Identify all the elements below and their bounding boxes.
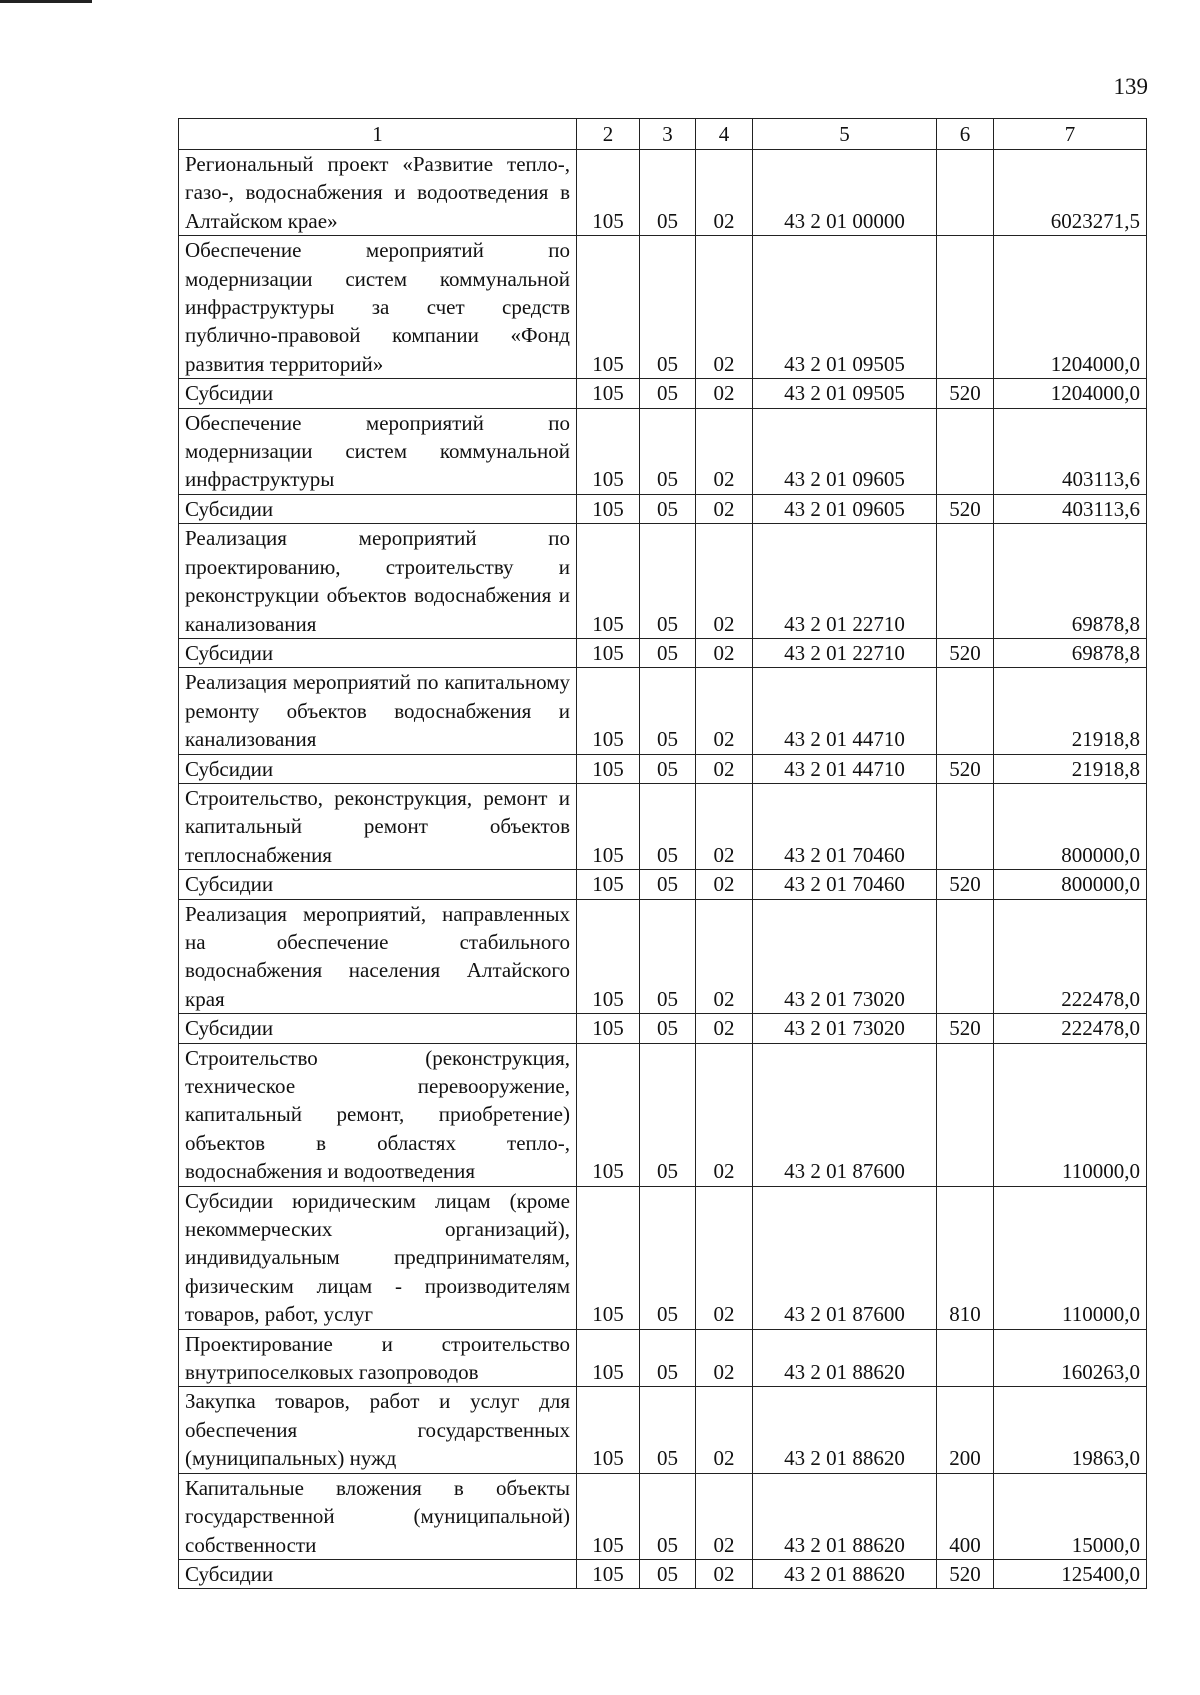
target-article-cell: 43 2 01 00000 [753, 150, 937, 236]
amount-cell: 403113,6 [994, 408, 1147, 494]
admin-code-cell: 105 [577, 1473, 640, 1559]
expense-type-cell [937, 524, 994, 639]
table-row [179, 408, 1147, 494]
amount-cell: 15000,0 [994, 1473, 1147, 1559]
table-row [179, 754, 1147, 783]
amount-cell: 160263,0 [994, 1329, 1147, 1387]
subsection-code-cell: 02 [696, 870, 753, 899]
target-article-cell: 43 2 01 70460 [753, 870, 937, 899]
admin-code-cell: 105 [577, 1043, 640, 1186]
section-code-cell: 05 [640, 1014, 696, 1043]
item-name-cell: Субсидии [179, 494, 577, 523]
subsection-code-cell: 02 [696, 379, 753, 408]
subsection-code-cell: 02 [696, 1473, 753, 1559]
subsection-code-cell: 02 [696, 899, 753, 1014]
expense-type-cell [937, 668, 994, 754]
amount-cell: 222478,0 [994, 899, 1147, 1014]
amount-cell: 1204000,0 [994, 379, 1147, 408]
subsection-code-cell: 02 [696, 408, 753, 494]
subsection-code-cell: 02 [696, 524, 753, 639]
admin-code-cell: 105 [577, 494, 640, 523]
admin-code-cell: 105 [577, 524, 640, 639]
target-article-cell: 43 2 01 70460 [753, 783, 937, 869]
table-row [179, 668, 1147, 754]
admin-code-cell: 105 [577, 1559, 640, 1588]
section-code-cell: 05 [640, 754, 696, 783]
section-code-cell: 05 [640, 1043, 696, 1186]
admin-code-cell: 105 [577, 870, 640, 899]
subsection-code-cell: 02 [696, 668, 753, 754]
table-row [179, 236, 1147, 379]
expense-type-cell: 520 [937, 1559, 994, 1588]
section-code-cell: 05 [640, 783, 696, 869]
table-row [179, 150, 1147, 236]
target-article-cell: 43 2 01 09605 [753, 494, 937, 523]
item-name-cell: Региональный проект «Развитие тепло-, газо-, водоснабжения и водоотведения в Алтайском крае» [179, 150, 577, 236]
target-article-cell: 43 2 01 09605 [753, 408, 937, 494]
amount-cell: 21918,8 [994, 668, 1147, 754]
section-code-cell: 05 [640, 668, 696, 754]
item-name-cell: Субсидии [179, 1014, 577, 1043]
page-number: 139 [1113, 74, 1148, 99]
expense-type-cell: 520 [937, 379, 994, 408]
header-row [179, 119, 1147, 150]
admin-code-cell: 105 [577, 668, 640, 754]
expense-type-cell [937, 236, 994, 379]
budget-table [178, 118, 1147, 1589]
target-article-cell: 43 2 01 22710 [753, 524, 937, 639]
expense-type-cell: 400 [937, 1473, 994, 1559]
expense-type-cell: 520 [937, 1014, 994, 1043]
section-code-cell: 05 [640, 379, 696, 408]
subsection-code-cell: 02 [696, 1043, 753, 1186]
amount-cell: 403113,6 [994, 494, 1147, 523]
item-name-cell: Субсидии [179, 1559, 577, 1588]
section-code-cell: 05 [640, 524, 696, 639]
column-header: 2 [577, 119, 640, 150]
admin-code-cell: 105 [577, 638, 640, 667]
section-code-cell: 05 [640, 494, 696, 523]
admin-code-cell: 105 [577, 1329, 640, 1387]
section-code-cell: 05 [640, 899, 696, 1014]
target-article-cell: 43 2 01 09505 [753, 379, 937, 408]
section-code-cell: 05 [640, 408, 696, 494]
section-code-cell: 05 [640, 1329, 696, 1387]
expense-type-cell [937, 783, 994, 869]
item-name-cell: Субсидии юридическим лицам (кроме некоммерческих организаций), индивидуальным предпринимателям, физическим лицам - производителям товаров, работ, услуг [179, 1186, 577, 1329]
table-row [179, 494, 1147, 523]
subsection-code-cell: 02 [696, 638, 753, 667]
table-row [179, 638, 1147, 667]
column-header: 5 [753, 119, 937, 150]
table-row [179, 1559, 1147, 1588]
item-name-cell: Реализация мероприятий по капитальному ремонту объектов водоснабжения и канализования [179, 668, 577, 754]
subsection-code-cell: 02 [696, 1014, 753, 1043]
target-article-cell: 43 2 01 87600 [753, 1043, 937, 1186]
section-code-cell: 05 [640, 638, 696, 667]
expense-type-cell: 520 [937, 870, 994, 899]
item-name-cell: Субсидии [179, 638, 577, 667]
admin-code-cell: 105 [577, 899, 640, 1014]
table-row [179, 1014, 1147, 1043]
amount-cell: 21918,8 [994, 754, 1147, 783]
item-name-cell: Закупка товаров, работ и услуг для обеспечения государственных (муниципальных) нужд [179, 1387, 577, 1473]
amount-cell: 6023271,5 [994, 150, 1147, 236]
subsection-code-cell: 02 [696, 783, 753, 869]
table-row [179, 1043, 1147, 1186]
admin-code-cell: 105 [577, 1014, 640, 1043]
table-row [179, 783, 1147, 869]
amount-cell: 69878,8 [994, 638, 1147, 667]
column-header: 4 [696, 119, 753, 150]
subsection-code-cell: 02 [696, 150, 753, 236]
section-code-cell: 05 [640, 1473, 696, 1559]
expense-type-cell [937, 1043, 994, 1186]
column-header: 1 [179, 119, 577, 150]
section-code-cell: 05 [640, 150, 696, 236]
expense-type-cell: 520 [937, 638, 994, 667]
column-header: 7 [994, 119, 1147, 150]
column-header: 3 [640, 119, 696, 150]
expense-type-cell [937, 150, 994, 236]
expense-type-cell [937, 1329, 994, 1387]
item-name-cell: Субсидии [179, 754, 577, 783]
expense-type-cell: 520 [937, 754, 994, 783]
table-row [179, 379, 1147, 408]
target-article-cell: 43 2 01 88620 [753, 1387, 937, 1473]
target-article-cell: 43 2 01 73020 [753, 899, 937, 1014]
table-row [179, 1186, 1147, 1329]
target-article-cell: 43 2 01 73020 [753, 1014, 937, 1043]
table-row [179, 870, 1147, 899]
target-article-cell: 43 2 01 88620 [753, 1473, 937, 1559]
target-article-cell: 43 2 01 87600 [753, 1186, 937, 1329]
amount-cell: 69878,8 [994, 524, 1147, 639]
admin-code-cell: 105 [577, 1186, 640, 1329]
subsection-code-cell: 02 [696, 1329, 753, 1387]
item-name-cell: Капитальные вложения в объекты государственной (муниципальной) собственности [179, 1473, 577, 1559]
item-name-cell: Проектирование и строительство внутрипоселковых газопроводов [179, 1329, 577, 1387]
admin-code-cell: 105 [577, 1387, 640, 1473]
top-rule [0, 0, 92, 3]
admin-code-cell: 105 [577, 379, 640, 408]
section-code-cell: 05 [640, 1387, 696, 1473]
item-name-cell: Реализация мероприятий по проектированию, строительству и реконструкции объектов водоснабжения и канализования [179, 524, 577, 639]
subsection-code-cell: 02 [696, 494, 753, 523]
expense-type-cell [937, 899, 994, 1014]
target-article-cell: 43 2 01 88620 [753, 1329, 937, 1387]
section-code-cell: 05 [640, 1559, 696, 1588]
amount-cell: 800000,0 [994, 783, 1147, 869]
item-name-cell: Строительство, реконструкция, ремонт и капитальный ремонт объектов теплоснабжения [179, 783, 577, 869]
amount-cell: 110000,0 [994, 1043, 1147, 1186]
column-header: 6 [937, 119, 994, 150]
amount-cell: 110000,0 [994, 1186, 1147, 1329]
subsection-code-cell: 02 [696, 754, 753, 783]
target-article-cell: 43 2 01 88620 [753, 1559, 937, 1588]
expense-type-cell: 520 [937, 494, 994, 523]
table-row [179, 1473, 1147, 1559]
amount-cell: 222478,0 [994, 1014, 1147, 1043]
amount-cell: 1204000,0 [994, 236, 1147, 379]
subsection-code-cell: 02 [696, 1387, 753, 1473]
admin-code-cell: 105 [577, 236, 640, 379]
table-row [179, 899, 1147, 1014]
expense-type-cell: 200 [937, 1387, 994, 1473]
admin-code-cell: 105 [577, 408, 640, 494]
table-row [179, 524, 1147, 639]
section-code-cell: 05 [640, 870, 696, 899]
item-name-cell: Субсидии [179, 870, 577, 899]
target-article-cell: 43 2 01 09505 [753, 236, 937, 379]
target-article-cell: 43 2 01 44710 [753, 668, 937, 754]
item-name-cell: Реализация мероприятий, направленных на обеспечение стабильного водоснабжения населения Алтайского края [179, 899, 577, 1014]
section-code-cell: 05 [640, 236, 696, 379]
item-name-cell: Строительство (реконструкция, техническое перевооружение, капитальный ремонт, приобретение) объектов в областях тепло-, водоснабжения и водоотведения [179, 1043, 577, 1186]
amount-cell: 800000,0 [994, 870, 1147, 899]
admin-code-cell: 105 [577, 150, 640, 236]
expense-type-cell: 810 [937, 1186, 994, 1329]
subsection-code-cell: 02 [696, 1186, 753, 1329]
subsection-code-cell: 02 [696, 236, 753, 379]
table-row [179, 1329, 1147, 1387]
admin-code-cell: 105 [577, 783, 640, 869]
item-name-cell: Обеспечение мероприятий по модернизации систем коммунальной инфраструктуры за счет средств публично-правовой компании «Фонд развития территорий» [179, 236, 577, 379]
amount-cell: 19863,0 [994, 1387, 1147, 1473]
target-article-cell: 43 2 01 22710 [753, 638, 937, 667]
amount-cell: 125400,0 [994, 1559, 1147, 1588]
section-code-cell: 05 [640, 1186, 696, 1329]
target-article-cell: 43 2 01 44710 [753, 754, 937, 783]
expense-type-cell [937, 408, 994, 494]
subsection-code-cell: 02 [696, 1559, 753, 1588]
item-name-cell: Субсидии [179, 379, 577, 408]
item-name-cell: Обеспечение мероприятий по модернизации систем коммунальной инфраструктуры [179, 408, 577, 494]
table-row [179, 1387, 1147, 1473]
admin-code-cell: 105 [577, 754, 640, 783]
